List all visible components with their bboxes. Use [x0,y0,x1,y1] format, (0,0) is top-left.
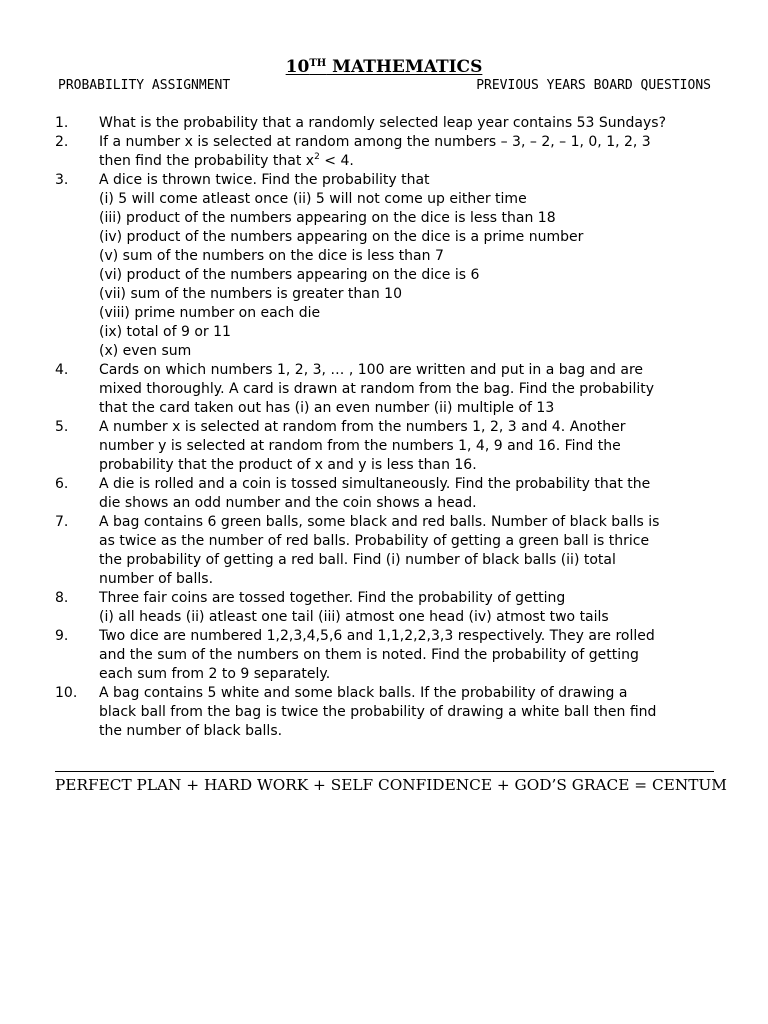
question-item [55,589,719,627]
question-line: (viii) prime number on each die [99,305,321,321]
question-text [99,171,719,361]
question-line: (ix) total of 9 or 11 [99,324,231,340]
question-number: 8. [55,590,69,606]
question-line: mixed thoroughly. A card is drawn at random from the bag. Find the probability [99,381,654,397]
question-text [99,589,719,627]
question-number: 6. [55,476,69,492]
question-number: 4. [55,362,69,378]
question-number: 3. [55,172,69,188]
assignment-label: PROBABILITY ASSIGNMENT [58,78,231,93]
question-number: 7. [55,514,69,530]
question-number: 1. [55,115,69,131]
question-line: What is the probability that a randomly selected leap year contains 53 Sundays? [99,115,667,131]
question-line: (i) all heads (ii) atleast one tail (iii) atmost one head (iv) atmost two tails [99,609,609,625]
question-number: 9. [55,628,69,644]
question-line: and the sum of the numbers on them is noted. Find the probability of getting [99,647,639,663]
question-item [55,171,719,361]
question-line: Three fair coins are tossed together. Find the probability of getting [99,590,566,606]
question-line: number of balls. [99,571,214,587]
question-text [99,684,719,741]
title-text-group [286,57,483,77]
question-list [55,114,719,741]
question-line: the probability of getting a red ball. Find (i) number of black balls (ii) total [99,552,616,568]
question-line: A number x is selected at random from the numbers 1, 2, 3 and 4. Another [99,419,626,435]
question-item [55,627,719,684]
question-line: A bag contains 5 white and some black balls. If the probability of drawing a [99,685,628,701]
question-line: Cards on which numbers 1, 2, 3, … , 100 are written and put in a bag and are [99,362,644,378]
question-text [99,361,719,418]
title-subject: MATHEMATICS [326,57,483,77]
question-line: probability that the product of x and y is less than 16. [99,457,477,473]
question-line: black ball from the bag is twice the probability of drawing a white ball then find [99,704,657,720]
question-line: that the card taken out has (i) an even number (ii) multiple of 13 [99,400,555,416]
title-superscript: TH [309,58,327,69]
footer-motto: PERFECT PLAN + HARD WORK + SELF CONFIDENCE + GOD’S GRACE = CENTUM [55,776,727,794]
question-line-text: < 4. [319,153,354,169]
question-line: (i) 5 will come atleast once (ii) 5 will not come up either time [99,191,527,207]
question-text [99,114,719,133]
question-line: (iv) product of the numbers appearing on the dice is a prime number [99,229,584,245]
title-number: 10 [285,57,310,77]
question-line: (v) sum of the numbers on the dice is less than 7 [99,248,444,264]
question-number: 2. [55,134,69,150]
question-line: each sum from 2 to 9 separately. [99,666,331,682]
question-number: 10. [55,685,78,701]
question-text [99,133,719,171]
question-line [99,152,719,171]
question-item [55,114,719,133]
question-text [99,627,719,684]
question-line: number y is selected at random from the numbers 1, 4, 9 and 16. Find the [99,438,621,454]
question-number: 5. [55,419,69,435]
question-line: Two dice are numbered 1,2,3,4,5,6 and 1,1,2,2,3,3 respectively. They are rolled [99,628,655,644]
question-item [55,513,719,589]
question-line: (vii) sum of the numbers is greater than 10 [99,286,402,302]
question-item [55,475,719,513]
question-line: die shows an odd number and the coin shows a head. [99,495,477,511]
question-line: A bag contains 6 green balls, some black and red balls. Number of black balls is [99,514,660,530]
question-line-text: then find the probability that x [99,153,315,169]
question-item [55,361,719,418]
question-item [55,684,719,741]
question-line: (iii) product of the numbers appearing on the dice is less than 18 [99,210,556,226]
footer-divider [55,771,714,772]
page-title [0,57,768,77]
question-line: as twice as the number of red balls. Probability of getting a green ball is thrice [99,533,650,549]
exponent: 2 [314,152,320,162]
question-item [55,133,719,171]
question-item [55,418,719,475]
question-line: A dice is thrown twice. Find the probability that [99,172,430,188]
question-line: If a number x is selected at random among the numbers – 3, – 2, – 1, 0, 1, 2, 3 [99,134,651,150]
question-text [99,418,719,475]
question-line: (x) even sum [99,343,192,359]
question-text [99,475,719,513]
question-line: (vi) product of the numbers appearing on the dice is 6 [99,267,480,283]
source-label: PREVIOUS YEARS BOARD QUESTIONS [476,78,711,93]
question-line: the number of black balls. [99,723,283,739]
question-line: A die is rolled and a coin is tossed simultaneously. Find the probability that the [99,476,651,492]
question-text [99,513,719,589]
